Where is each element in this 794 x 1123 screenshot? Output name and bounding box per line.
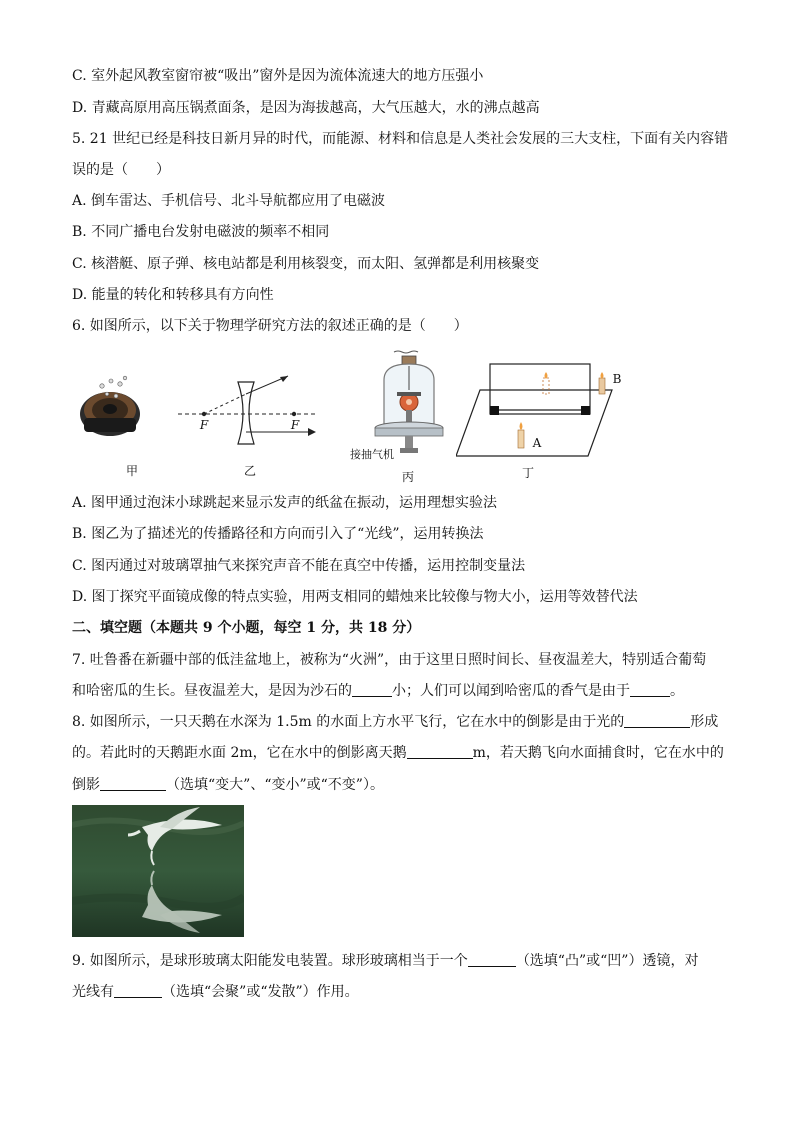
q8-blank-3[interactable] — [100, 776, 166, 791]
swan-reflection-image — [72, 805, 244, 937]
q6-option-a: A. 图甲通过泡沫小球跳起来显示发声的纸盆在振动，运用理想实验法 — [72, 495, 498, 511]
q5-stem-line1: 5. 21 世纪已经是科技日新月异的时代，而能源、材料和信息是人类社会发展的三大支柱，下面有关内容错 — [72, 131, 729, 147]
concave-lens-diagram — [176, 372, 321, 452]
q4-option-d: D. 青藏高原用高压锅煮面条，是因为海拔越高，大气压越大，水的沸点越高 — [72, 100, 540, 116]
q7-blank-1[interactable] — [352, 682, 392, 697]
q7-line2 — [72, 681, 684, 701]
q8-blank-1[interactable] — [624, 713, 690, 728]
q9-blank-1[interactable] — [468, 952, 516, 967]
q9-line1-part2: （选填“凸”或“凹”）透镜，对 — [515, 953, 699, 969]
q6-option-b: B. 图乙为了描述光的传播路径和方向而引入了“光线”，运用转换法 — [72, 526, 484, 542]
concave-lens-figure — [176, 372, 321, 452]
q6-option-c: C. 图丙通过对玻璃罩抽气来探究声音不能在真空中传播，运用控制变量法 — [72, 558, 526, 574]
q8-line1-part2: 形成 — [690, 714, 719, 730]
caption-yi: 乙 — [243, 464, 256, 478]
q5-option-b: B. 不同广播电台发射电磁波的频率不相同 — [72, 224, 330, 240]
q9-line1 — [72, 951, 698, 971]
q5-option-a: A. 倒车雷达、手机信号、北斗导航都应用了电磁波 — [72, 193, 386, 209]
q9-line1-part1: 9. 如图所示，是球形玻璃太阳能发电装置。球形玻璃相当于一个 — [72, 953, 468, 969]
q8-line1-part1: 8. 如图所示，一只天鹅在水深为 1.5m 的水面上方水平飞行，它在水中的倒影是由于光的 — [72, 714, 625, 730]
q8-line2-part1: 的。若此时的天鹅距水面 2m，它在水中的倒影离天鹅 — [72, 745, 407, 761]
q9-blank-2[interactable] — [114, 983, 162, 998]
q7-blank-2[interactable] — [630, 682, 670, 697]
caption-jia: 甲 — [125, 464, 138, 478]
speaker-icon — [78, 372, 142, 446]
speaker-figure — [78, 372, 142, 446]
swan-photo — [72, 805, 244, 937]
q8-line2 — [72, 743, 724, 763]
caption-ding: 丁 — [521, 466, 534, 480]
q9-line2-part1: 光线有 — [72, 984, 114, 1000]
q5-stem-line2: 误的是（ ） — [72, 162, 170, 178]
q6-option-d: D. 图丁探究平面镜成像的特点实验，用两支相同的蜡烛来比较像与物大小，运用等效替代法 — [72, 589, 638, 605]
section-title-fill-blank: 二、填空题（本题共 9 个小题，每空 1 分，共 18 分） — [72, 620, 421, 636]
q4-option-c: C. 室外起风教室窗帘被“吸出”窗外是因为流体流速大的地方压强小 — [72, 68, 484, 84]
q8-line3-part2: （选填“变大”、“变小”或“不变”）。 — [166, 777, 384, 793]
q5-option-c: C. 核潜艇、原子弹、核电站都是利用核裂变，而太阳、氢弹都是利用核聚变 — [72, 256, 540, 272]
focus-label-left: F — [199, 418, 209, 432]
q6-stem: 6. 如图所示，以下关于物理学研究方法的叙述正确的是（ ） — [72, 318, 468, 334]
caption-bing: 丙 — [401, 470, 414, 484]
q8-line2-part2: m，若天鹅飞向水面捕食时，它在水中的 — [472, 745, 724, 761]
q7-line2-part2: 小；人们可以闻到哈密瓜的香气是由于 — [392, 683, 630, 699]
q9-line2 — [72, 982, 359, 1002]
q8-blank-2[interactable] — [407, 744, 473, 759]
q9-line2-part2: （选填“会聚”或“发散”）作用。 — [162, 984, 359, 1000]
q8-line1 — [72, 712, 718, 732]
q7-line1: 7. 吐鲁番在新疆中部的低洼盆地上，被称为“火洲”，由于这里日照时间长、昼夜温差大，特别适合葡萄 — [72, 652, 707, 668]
q8-line3-part1: 倒影 — [72, 777, 100, 793]
focus-label-right: F — [290, 418, 300, 432]
candle-b-label: B — [612, 372, 622, 386]
q5-option-d: D. 能量的转化和转移具有方向性 — [72, 287, 274, 303]
q7-line2-part3: 。 — [670, 683, 684, 699]
q7-line2-part1: 和哈密瓜的生长。昼夜温差大，是因为沙石的 — [72, 683, 352, 699]
q8-line3 — [72, 775, 384, 795]
pump-label: 接抽气机 — [350, 448, 394, 461]
candle-a-label: A — [532, 436, 542, 450]
